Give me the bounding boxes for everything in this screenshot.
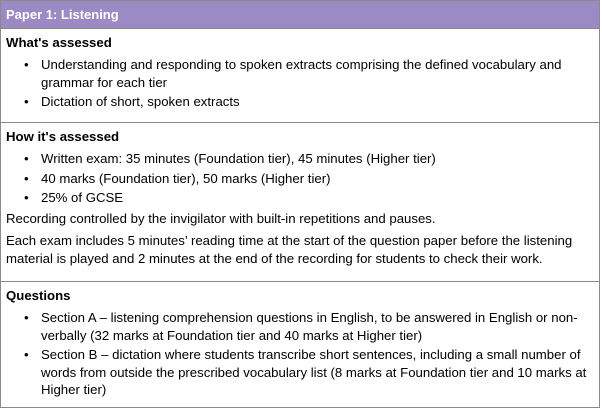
section-heading: Questions	[6, 288, 71, 303]
bullet-icon: •	[24, 310, 29, 325]
bullet-icon: •	[24, 170, 29, 186]
list-item	[6, 150, 593, 168]
list-item-text: Section A – listening comprehension questions in English, to be answered in English or non-verbally (32 marks at Foundation tier and 40 marks at Higher tier)	[41, 310, 578, 343]
list-item	[6, 170, 593, 188]
bullet-icon: •	[24, 57, 29, 72]
bullet-icon: •	[24, 190, 29, 205]
bullet-list	[6, 56, 593, 111]
bullet-list	[6, 150, 593, 207]
section-heading: How it's assessed	[6, 129, 120, 144]
list-item-text: 25% of GCSE	[41, 190, 124, 205]
bullet-list	[6, 309, 593, 399]
list-item-text: Dictation of short, spoken extracts	[41, 94, 240, 109]
list-item	[6, 309, 593, 344]
list-item	[6, 189, 593, 207]
table-title: Paper 1: Listening	[1, 1, 599, 29]
list-item	[6, 346, 593, 399]
list-item	[6, 56, 593, 91]
list-item-text: Understanding and responding to spoken extracts comprising the defined vocabulary and grammar for each tier	[41, 57, 562, 90]
bullet-icon: •	[24, 151, 29, 166]
list-item-text: 40 marks (Foundation tier), 50 marks (Higher tier)	[41, 170, 331, 186]
paragraph: Recording controlled by the invigilator with built-in repetitions and pauses.	[6, 210, 436, 226]
list-item-text: Section B – dictation where students transcribe short sentences, including a small number of words from outside the prescribed vocabulary list (8 marks at Foundation tier and 10 marks at Higher tier)	[41, 347, 587, 397]
section-questions	[1, 282, 599, 409]
section-how-assessed	[1, 123, 599, 282]
list-item-text: Written exam: 35 minutes (Foundation tier), 45 minutes (Higher tier)	[41, 151, 436, 166]
bullet-icon: •	[24, 94, 29, 109]
paragraph: Each exam includes 5 minutes’ reading time at the start of the question paper before the listening material is played and 2 minutes at the end of the recording for students to check their work.	[6, 233, 573, 266]
section-whats-assessed	[1, 29, 599, 123]
section-heading: What's assessed	[6, 35, 112, 50]
list-item	[6, 93, 593, 111]
bullet-icon: •	[24, 347, 29, 362]
